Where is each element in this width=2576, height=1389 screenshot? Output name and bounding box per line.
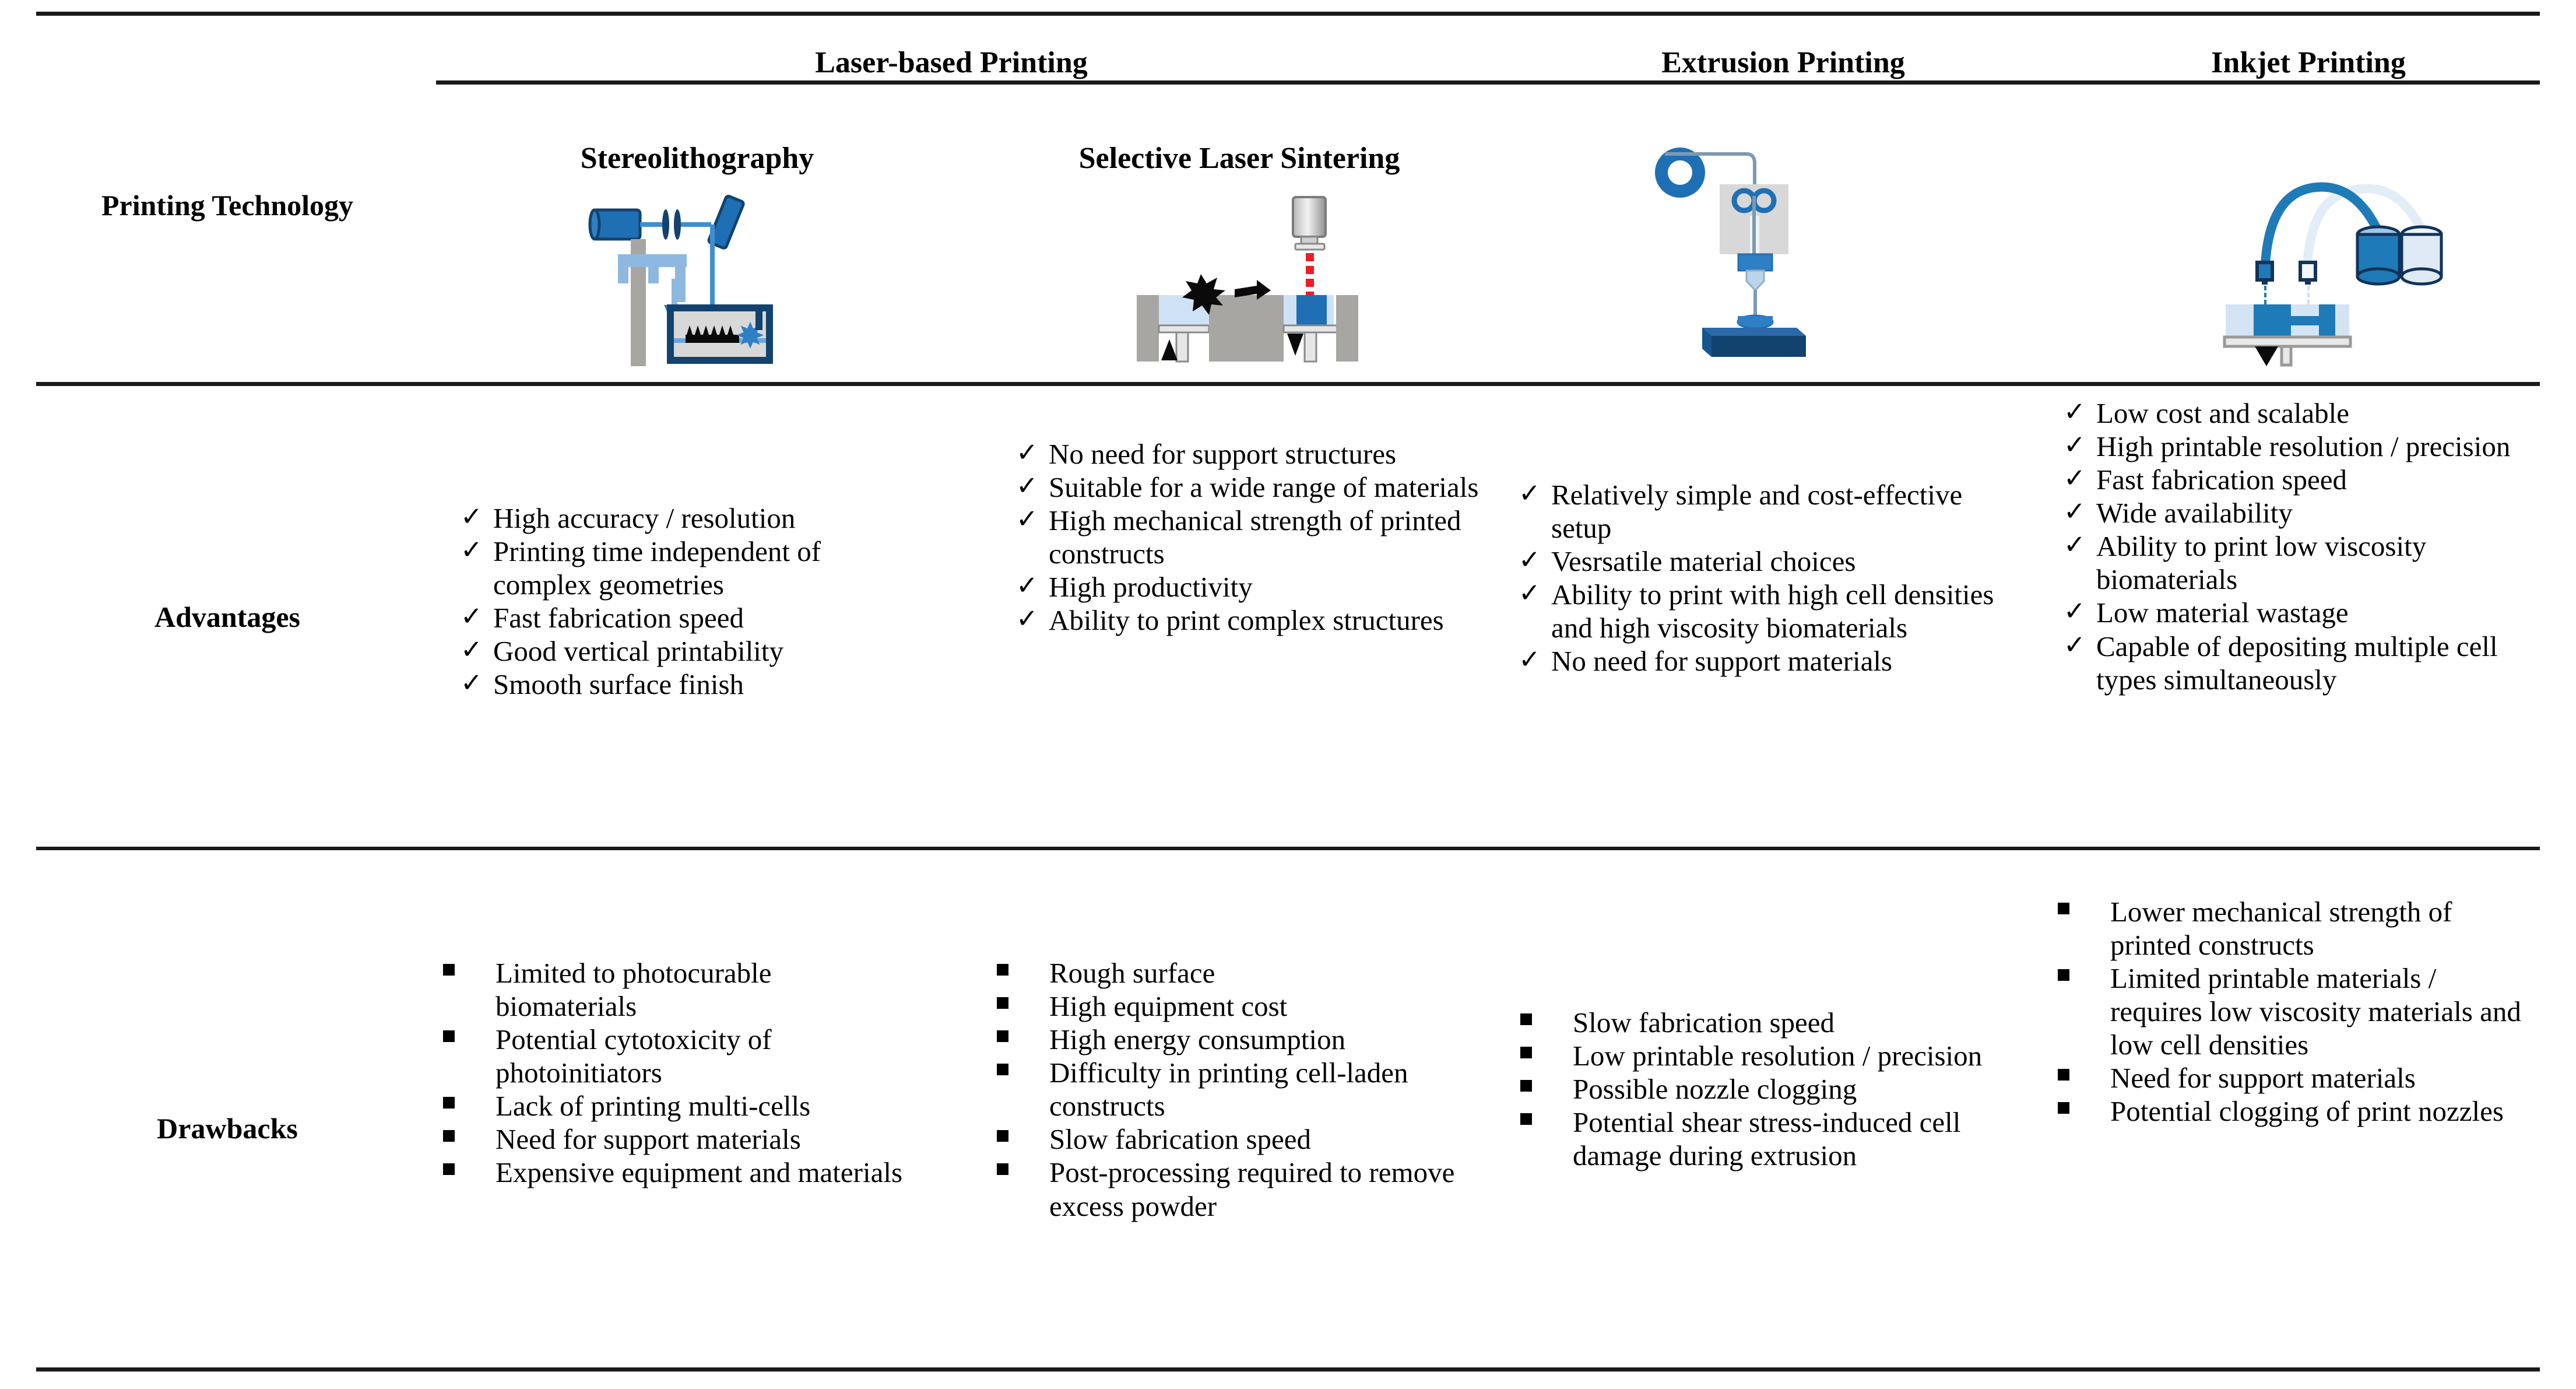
list-item: ✓ Ability to print low viscosity biomaterials: [2064, 530, 2427, 596]
square-bullet-icon: [443, 1156, 495, 1189]
square-bullet-icon: [997, 1123, 1049, 1156]
list-item: Need for support materials: [2058, 1061, 2524, 1095]
column-group-header-extrusion: Extrusion Printing: [1661, 46, 1905, 79]
list-item: ✓ Capable of depositing multiple cell types simultaneously: [2064, 630, 2498, 696]
list-item: High energy consumption: [997, 1023, 1481, 1056]
list-item: ✓ High mechanical strength of printed constructs: [1016, 504, 1461, 570]
stereolithography-diagram: [583, 185, 804, 366]
list-item: Expensive equipment and materials: [443, 1156, 915, 1189]
square-bullet-icon: [443, 1089, 495, 1123]
list-item: Possible nozzle clogging: [1520, 1072, 2010, 1106]
check-icon: ✓: [1519, 479, 1541, 508]
list-item: ✓ Good vertical printability: [461, 635, 784, 668]
square-bullet-icon: [2058, 1061, 2110, 1095]
list-item: ✓ Suitable for a wide range of materials: [1016, 471, 1479, 504]
check-icon: ✓: [2064, 597, 2086, 626]
list-item: Potential shear stress-induced cell damage during extrusion: [1520, 1106, 2010, 1172]
list-item: ✓ Printing time independent of complex geometries: [461, 535, 821, 601]
list-item: Potential clogging of print nozzles: [2058, 1095, 2524, 1128]
square-bullet-icon: [997, 956, 1049, 990]
list-item: ✓ High productivity: [1016, 571, 1253, 604]
row-label-drawbacks: Drawbacks: [157, 1112, 298, 1145]
list-item: Limited printable materials / requires low viscosity materials and low cell densities: [2058, 962, 2524, 1061]
check-icon: ✓: [1519, 545, 1541, 575]
list-item: ✓ Vesrsatile material choices: [1519, 545, 1856, 578]
row-separator-advantages: [36, 847, 2540, 850]
table-bottom-border: [36, 1367, 2540, 1372]
list-item: ✓ Smooth surface finish: [461, 668, 744, 701]
check-icon: ✓: [1016, 604, 1038, 634]
check-icon: ✓: [1016, 571, 1038, 601]
advantages-list-extrusion: [1519, 478, 2002, 678]
advantages-list-selective-laser-sintering: [1016, 437, 1488, 637]
list-item: ✓ Fast fabrication speed: [461, 602, 744, 634]
check-icon: ✓: [2064, 497, 2086, 527]
row-label-advantages: Advantages: [154, 601, 301, 633]
square-bullet-icon: [2058, 1095, 2110, 1128]
group-header-underline: [436, 80, 2540, 85]
list-item: ✓ Ability to print with high cell densities and high viscosity biomaterials: [1519, 578, 1994, 644]
list-item: Lower mechanical strength of printed constructs: [2058, 895, 2524, 962]
check-icon: ✓: [1016, 471, 1038, 501]
list-item: Need for support materials: [443, 1123, 915, 1156]
list-item: Lack of printing multi-cells: [443, 1089, 915, 1123]
check-icon: ✓: [461, 602, 483, 632]
square-bullet-icon: [443, 956, 495, 990]
check-icon: ✓: [1519, 578, 1541, 608]
list-item: ✓ Relatively simple and cost-effective setup: [1519, 479, 1963, 545]
check-icon: ✓: [2064, 397, 2086, 426]
square-bullet-icon: [1520, 1106, 1573, 1139]
square-bullet-icon: [997, 1156, 1049, 1189]
check-icon: ✓: [461, 635, 483, 665]
advantages-list-inkjet: [2064, 397, 2524, 696]
square-bullet-icon: [2058, 962, 2110, 995]
inkjet-printing-diagram: [2209, 169, 2472, 367]
list-item: ✓ Low material wastage: [2064, 597, 2349, 629]
column-header-selective-laser-sintering: Selective Laser Sintering: [1078, 142, 1400, 175]
list-item: ✓ Ability to print complex structures: [1016, 604, 1444, 637]
row-separator-technology: [36, 382, 2540, 386]
check-icon: ✓: [1519, 645, 1541, 675]
square-bullet-icon: [997, 1056, 1049, 1089]
check-icon: ✓: [1016, 438, 1038, 467]
square-bullet-icon: [443, 1123, 495, 1156]
row-label-printing-technology: Printing Technology: [101, 189, 354, 222]
column-header-stereolithography: Stereolithography: [580, 142, 814, 175]
check-icon: ✓: [2064, 530, 2086, 560]
check-icon: ✓: [461, 668, 483, 698]
check-icon: ✓: [2064, 464, 2086, 493]
column-group-header-inkjet: Inkjet Printing: [2211, 46, 2406, 79]
list-item: Slow fabrication speed: [997, 1123, 1481, 1156]
check-icon: ✓: [2064, 430, 2086, 460]
list-item: Rough surface: [997, 956, 1481, 990]
list-item: ✓ Wide availability: [2064, 497, 2293, 529]
square-bullet-icon: [997, 1023, 1049, 1056]
list-item: Potential cytotoxicity of photoinitiators: [443, 1023, 915, 1089]
table-top-border: [36, 12, 2540, 16]
extrusion-printing-diagram: [1650, 140, 1842, 367]
square-bullet-icon: [2058, 895, 2110, 928]
list-item: ✓ Low cost and scalable: [2064, 397, 2350, 429]
square-bullet-icon: [1520, 1039, 1573, 1072]
list-item: Slow fabrication speed: [1520, 1006, 2010, 1039]
list-item: Limited to photocurable biomaterials: [443, 956, 915, 1023]
square-bullet-icon: [443, 1023, 495, 1056]
drawbacks-list-stereolithography: [443, 956, 915, 1190]
drawbacks-list-inkjet: [2058, 895, 2524, 1128]
list-item: ✓ High accuracy / resolution: [461, 502, 796, 534]
check-icon: ✓: [461, 535, 483, 565]
check-icon: ✓: [1016, 504, 1038, 534]
square-bullet-icon: [1520, 1072, 1573, 1106]
selective-laser-sintering-diagram: [1131, 181, 1376, 367]
list-item: High equipment cost: [997, 990, 1481, 1023]
list-item: Low printable resolution / precision: [1520, 1039, 2010, 1072]
list-item: Post-processing required to remove excess powder: [997, 1156, 1481, 1222]
drawbacks-list-extrusion: [1520, 1006, 2010, 1172]
column-group-header-laser: Laser-based Printing: [815, 46, 1088, 79]
drawbacks-list-selective-laser-sintering: [997, 956, 1481, 1223]
square-bullet-icon: [997, 990, 1049, 1023]
list-item: ✓ No need for support materials: [1519, 645, 1893, 678]
square-bullet-icon: [1520, 1006, 1573, 1039]
list-item: ✓ High printable resolution / precision: [2064, 430, 2511, 463]
list-item: ✓ Fast fabrication speed: [2064, 464, 2347, 496]
check-icon: ✓: [461, 502, 483, 531]
check-icon: ✓: [2064, 630, 2086, 660]
list-item: ✓ No need for support structures: [1016, 438, 1397, 470]
advantages-list-stereolithography: [461, 501, 921, 701]
list-item: Difficulty in printing cell-laden constructs: [997, 1056, 1481, 1123]
